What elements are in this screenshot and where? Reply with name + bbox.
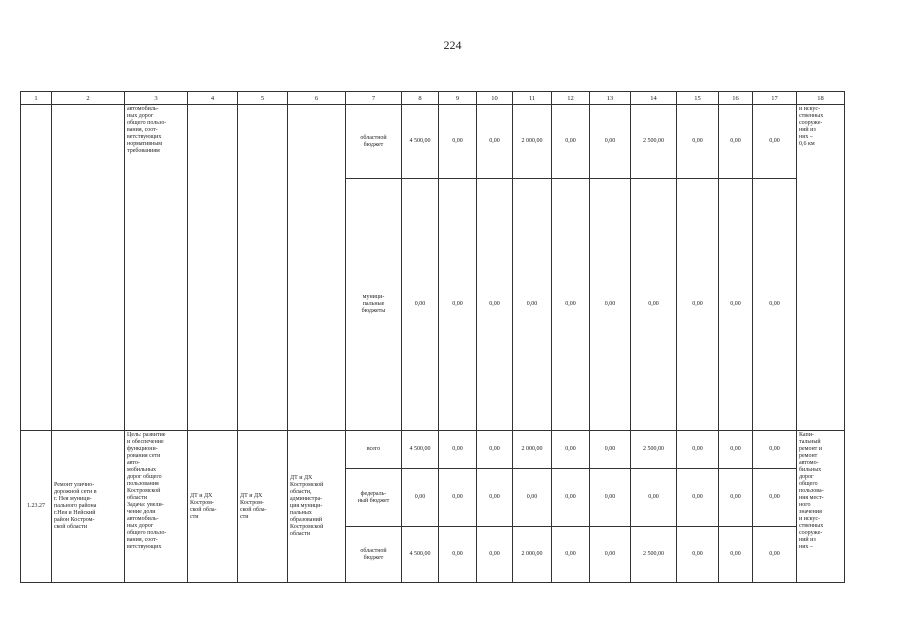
text-line: ных дорог xyxy=(127,113,154,119)
value-cell: 4 500,00 xyxy=(402,431,439,469)
value-cell: 0,00 xyxy=(677,105,719,179)
value-cell: 0,00 xyxy=(631,469,677,527)
header-cell: 10 xyxy=(477,92,513,105)
value-cell: 0,00 xyxy=(552,179,590,431)
value-cell: 0,00 xyxy=(513,469,552,527)
entry-col4-cell xyxy=(188,431,238,583)
value-cell: 0,00 xyxy=(439,527,477,583)
value-cell: 4 500,00 xyxy=(402,527,439,583)
text-line: чение доли xyxy=(127,509,156,515)
text-line: ской обла- xyxy=(240,506,267,513)
header-cell: 7 xyxy=(346,92,402,105)
value-cell: 0,00 xyxy=(552,105,590,179)
funding-source-cell xyxy=(346,431,402,469)
text-line: всего xyxy=(366,446,381,452)
text-line: функциони- xyxy=(127,446,158,452)
table-row xyxy=(21,105,845,179)
value-cell: 0,00 xyxy=(753,527,797,583)
value-cell: 2 500,00 xyxy=(631,527,677,583)
table-row xyxy=(21,431,845,469)
text-line: Цель: развитие xyxy=(127,432,166,438)
text-line: сооруже- xyxy=(799,120,823,126)
header-cell: 14 xyxy=(631,92,677,105)
header-cell: 1 xyxy=(21,92,52,105)
value-cell: 0,00 xyxy=(477,431,513,469)
text-line: них – xyxy=(799,134,813,140)
text-line: автомобиль- xyxy=(127,106,159,112)
funding-source-cell xyxy=(346,527,402,583)
value-cell: 0,00 xyxy=(719,431,753,469)
text-line: ция муници- xyxy=(290,503,323,509)
text-line: ветствующих xyxy=(127,134,162,140)
value-cell: 2 000,00 xyxy=(513,105,552,179)
value-cell: 2 000,00 xyxy=(513,527,552,583)
text-line: требованиям xyxy=(127,148,160,154)
text-line: Костромской xyxy=(127,488,161,494)
text-line: сти xyxy=(240,513,249,520)
text-line: пользова- xyxy=(799,488,824,494)
text-line: сти xyxy=(190,513,199,520)
entry-col18-cell xyxy=(797,431,845,583)
text-line: области xyxy=(127,495,148,501)
value-cell: 0,00 xyxy=(402,179,439,431)
text-line: муници- xyxy=(362,294,385,300)
text-line: Костром- xyxy=(240,499,264,506)
text-line: ремонт xyxy=(799,453,818,459)
value-cell: 0,00 xyxy=(753,431,797,469)
text-line: бюджет xyxy=(363,141,384,148)
entry-col6-cell xyxy=(288,431,346,583)
value-cell: 0,00 xyxy=(477,179,513,431)
header-cell: 12 xyxy=(552,92,590,105)
funding-source-cell xyxy=(346,179,402,431)
header-cell: 15 xyxy=(677,92,719,105)
text-line: ДТ и ДХ xyxy=(190,492,213,499)
text-line: областной xyxy=(360,134,387,141)
text-line: ветствующих xyxy=(127,544,162,550)
text-line: дорожной сети в xyxy=(54,489,97,495)
text-line: Костромской xyxy=(290,482,324,488)
text-line: авто- xyxy=(127,460,140,466)
text-line: ственных xyxy=(799,113,824,119)
text-line: ных дорог xyxy=(127,523,154,529)
value-cell: 0,00 xyxy=(552,469,590,527)
value-cell: 0,00 xyxy=(753,179,797,431)
text-line: мобильных xyxy=(127,467,157,473)
text-line: бильных xyxy=(799,467,822,473)
cont-col2-cell xyxy=(52,105,125,431)
text-line: Капи- xyxy=(799,432,814,438)
text-line: значения xyxy=(799,509,822,515)
page-number: 224 xyxy=(443,38,462,52)
budget-table xyxy=(20,91,845,583)
text-line: ния мест- xyxy=(799,495,824,501)
text-line: ремонт и xyxy=(799,446,823,452)
value-cell: 0,00 xyxy=(552,431,590,469)
cont-col6-cell xyxy=(288,105,346,431)
text-line: ДТ и ДХ xyxy=(290,475,313,481)
value-cell: 2 000,00 xyxy=(513,431,552,469)
text-line: общего пользо- xyxy=(127,120,167,126)
text-line: администра- xyxy=(290,496,323,502)
text-line: рования сети xyxy=(127,453,161,459)
text-line: 0,6 км xyxy=(799,141,815,147)
text-line: и искус- xyxy=(799,516,821,522)
header-cell: 5 xyxy=(238,92,288,105)
value-cell: 0,00 xyxy=(631,179,677,431)
value-cell: 0,00 xyxy=(439,469,477,527)
value-cell: 0,00 xyxy=(677,431,719,469)
text-line: пального района xyxy=(54,503,97,509)
header-cell: 2 xyxy=(52,92,125,105)
text-line: пользования xyxy=(127,481,159,487)
entry-code-cell: 1.23.27 xyxy=(21,431,52,583)
value-cell: 0,00 xyxy=(477,105,513,179)
cont-col1-cell xyxy=(21,105,52,431)
entry-col5-cell xyxy=(238,431,288,583)
value-cell: 0,00 xyxy=(439,105,477,179)
header-cell: 4 xyxy=(188,92,238,105)
text-line: автомобиль- xyxy=(127,516,159,522)
header-cell: 13 xyxy=(590,92,631,105)
text-line: автомо- xyxy=(799,460,819,466)
text-line: нормативным xyxy=(127,141,163,147)
text-line: Задача: увели- xyxy=(127,502,164,508)
value-cell: 0,00 xyxy=(753,105,797,179)
cont-col3-cell xyxy=(125,105,188,431)
text-line: ний из xyxy=(799,127,816,133)
text-line: и обеспечение xyxy=(127,439,164,445)
value-cell: 0,00 xyxy=(513,179,552,431)
text-line: вания, соот- xyxy=(127,537,158,543)
text-line: ской обла- xyxy=(190,506,217,513)
value-cell: 0,00 xyxy=(402,469,439,527)
value-cell: 0,00 xyxy=(439,431,477,469)
text-line: общего xyxy=(799,481,818,487)
text-line: тальный xyxy=(799,439,821,445)
cont-col5-cell xyxy=(238,105,288,431)
value-cell: 2 500,00 xyxy=(631,105,677,179)
text-line: бюджет xyxy=(363,554,384,561)
value-cell: 0,00 xyxy=(677,179,719,431)
header-cell: 6 xyxy=(288,92,346,105)
value-cell: 0,00 xyxy=(439,179,477,431)
text-line: областной xyxy=(360,547,387,554)
text-line: образований xyxy=(290,517,323,523)
value-cell: 0,00 xyxy=(590,179,631,431)
value-cell: 0,00 xyxy=(590,527,631,583)
text-line: области, xyxy=(290,489,312,495)
text-line: общего пользо- xyxy=(127,530,167,536)
text-line: район Костром- xyxy=(54,517,95,523)
value-cell: 0,00 xyxy=(677,469,719,527)
header-cell: 3 xyxy=(125,92,188,105)
text-line: ственных xyxy=(799,523,824,529)
text-line: вания, соот- xyxy=(127,127,158,133)
value-cell: 4 500,00 xyxy=(402,105,439,179)
header-cell: 16 xyxy=(719,92,753,105)
text-line: г.Нея и Нейский xyxy=(54,510,96,516)
text-line: них – xyxy=(799,544,813,550)
text-line: Костром- xyxy=(190,499,214,506)
header-cell: 18 xyxy=(797,92,845,105)
header-row xyxy=(21,92,845,105)
text-line: пальные xyxy=(362,301,385,307)
value-cell: 0,00 xyxy=(753,469,797,527)
header-cell: 9 xyxy=(439,92,477,105)
text-line: ный бюджет xyxy=(357,497,390,504)
value-cell: 0,00 xyxy=(477,469,513,527)
funding-source-cell xyxy=(346,469,402,527)
text-line: и искус- xyxy=(799,106,821,112)
value-cell: 0,00 xyxy=(477,527,513,583)
entry-goal-cell xyxy=(125,431,188,583)
header-cell: 11 xyxy=(513,92,552,105)
value-cell: 0,00 xyxy=(552,527,590,583)
text-line: ДТ и ДХ xyxy=(240,492,263,499)
value-cell: 0,00 xyxy=(677,527,719,583)
text-line: ской области xyxy=(54,524,88,530)
text-line: федераль- xyxy=(360,490,387,497)
text-line: ного xyxy=(799,502,811,508)
text-line: г. Нея муници- xyxy=(54,496,92,502)
text-line: бюджеты xyxy=(361,308,386,314)
value-cell: 0,00 xyxy=(590,105,631,179)
text-line: области xyxy=(290,531,311,537)
value-cell: 0,00 xyxy=(719,527,753,583)
text-line: дорог общего xyxy=(127,474,162,480)
text-line: Ремонт улично- xyxy=(54,482,95,488)
text-line: Костромской xyxy=(290,524,324,530)
value-cell: 0,00 xyxy=(719,179,753,431)
text-line: ний из xyxy=(799,537,816,543)
value-cell: 0,00 xyxy=(719,469,753,527)
text-line: пальных xyxy=(290,510,312,516)
entry-name-cell xyxy=(52,431,125,583)
value-cell: 0,00 xyxy=(719,105,753,179)
text-line: сооруже- xyxy=(799,530,823,536)
text-line: дорог xyxy=(799,474,814,480)
header-cell: 17 xyxy=(753,92,797,105)
header-cell: 8 xyxy=(402,92,439,105)
value-cell: 0,00 xyxy=(590,431,631,469)
value-cell: 2 500,00 xyxy=(631,431,677,469)
funding-source-cell xyxy=(346,105,402,179)
cont-col18-cell xyxy=(797,105,845,431)
cont-col4-cell xyxy=(188,105,238,431)
value-cell: 0,00 xyxy=(590,469,631,527)
